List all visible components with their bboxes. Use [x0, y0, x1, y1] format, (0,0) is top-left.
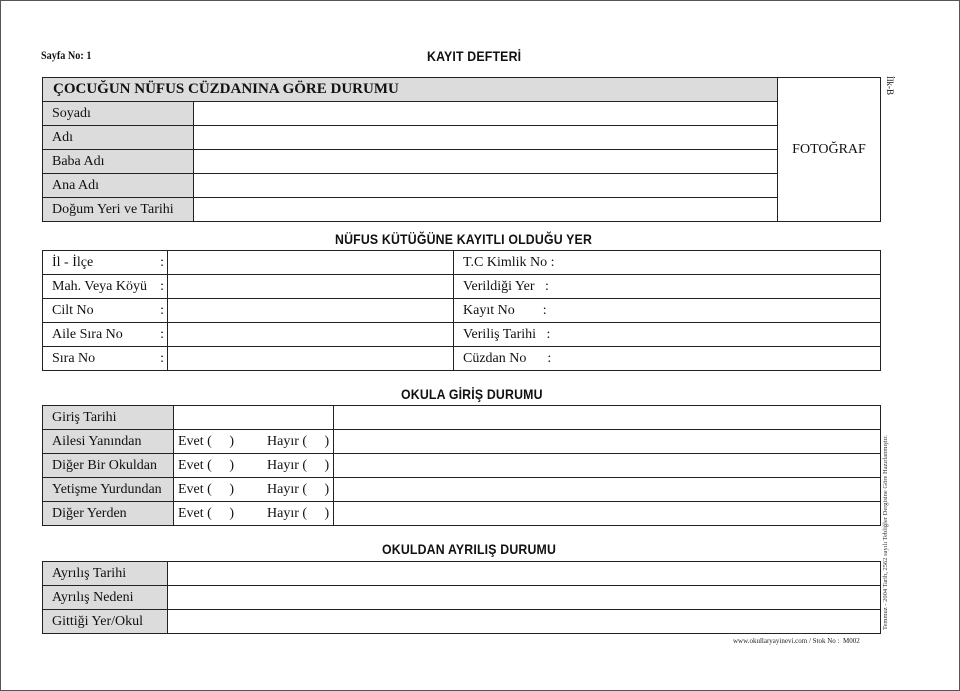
no-option[interactable]: Hayır ( ) — [267, 457, 330, 473]
family-no-label: Aile Sıra No : — [43, 323, 168, 347]
school-entry-table — [42, 405, 881, 526]
form-code: İlk-B — [885, 76, 895, 95]
record-no-label: Kayıt No : — [463, 302, 547, 318]
volume-field[interactable] — [168, 299, 454, 323]
entry-date-note[interactable] — [334, 406, 881, 430]
issued-place-cell[interactable] — [454, 275, 881, 299]
school-entry-title: OKULA GİRİŞ DURUMU — [401, 386, 543, 402]
dormitory-choice[interactable] — [174, 478, 334, 502]
form-title: KAYIT DEFTERİ — [427, 48, 522, 64]
dormitory-label: Yetişme Yurdundan — [43, 478, 174, 502]
mother-name-label: Ana Adı — [43, 174, 194, 198]
registry-title: NÜFUS KÜTÜĞÜNE KAYITLI OLDUĞU YER — [335, 231, 593, 247]
mother-name-field[interactable] — [194, 174, 778, 198]
birthplace-date-label: Doğum Yeri ve Tarihi — [43, 198, 194, 222]
province-label: İl - İlçe : — [43, 251, 168, 275]
destination-field[interactable] — [168, 610, 881, 634]
sequence-no-label: Sıra No : — [43, 347, 168, 371]
from-family-choice[interactable] — [174, 430, 334, 454]
other-place-choice[interactable] — [174, 502, 334, 526]
wallet-no-cell[interactable] — [454, 347, 881, 371]
other-place-label: Diğer Yerden — [43, 502, 174, 526]
school-exit-table — [42, 561, 881, 634]
from-family-label: Ailesi Yanından — [43, 430, 174, 454]
family-no-field[interactable] — [168, 323, 454, 347]
yes-option[interactable]: Evet ( ) — [178, 481, 234, 497]
issued-place-label: Verildiği Yer : — [463, 278, 549, 294]
exit-reason-label: Ayrılış Nedeni — [43, 586, 168, 610]
birthplace-date-field[interactable] — [194, 198, 778, 222]
yes-option[interactable]: Evet ( ) — [178, 433, 234, 449]
tc-id-cell[interactable] — [454, 251, 881, 275]
no-option[interactable]: Hayır ( ) — [267, 481, 330, 497]
wallet-no-label: Cüzdan No : — [463, 350, 552, 366]
sequence-no-field[interactable] — [168, 347, 454, 371]
exit-date-label: Ayrılış Tarihi — [43, 562, 168, 586]
other-school-label: Diğer Bir Okuldan — [43, 454, 174, 478]
other-place-note[interactable] — [334, 502, 881, 526]
entry-date-label: Giriş Tarihi — [43, 406, 174, 430]
other-school-note[interactable] — [334, 454, 881, 478]
page-number: Sayfa No: 1 — [41, 48, 92, 62]
tc-id-label: T.C Kimlik No : — [463, 254, 555, 270]
destination-label: Gittiği Yer/Okul — [43, 610, 168, 634]
name-field[interactable] — [194, 126, 778, 150]
father-name-field[interactable] — [194, 150, 778, 174]
record-no-cell[interactable] — [454, 299, 881, 323]
registry-table — [42, 250, 881, 371]
identity-heading: ÇOCUĞUN NÜFUS CÜZDANINA GÖRE DURUMU — [43, 78, 778, 102]
yes-option[interactable]: Evet ( ) — [178, 505, 234, 521]
publisher-footer: www.okullaryayinevi.com / Stok No : M002 — [733, 637, 860, 645]
village-field[interactable] — [168, 275, 454, 299]
from-family-note[interactable] — [334, 430, 881, 454]
volume-label: Cilt No : — [43, 299, 168, 323]
identity-table — [42, 77, 881, 222]
no-option[interactable]: Hayır ( ) — [267, 433, 330, 449]
no-option[interactable]: Hayır ( ) — [267, 505, 330, 521]
issue-date-label: Veriliş Tarihi : — [463, 326, 551, 342]
village-label: Mah. Veya Köyü : — [43, 275, 168, 299]
regulation-note: Temmuz - 2004 Tarih, 2562 sayılı Tebliğler Dergisine Göre Hazırlanmıştır. — [882, 435, 889, 630]
exit-date-field[interactable] — [168, 562, 881, 586]
issue-date-cell[interactable] — [454, 323, 881, 347]
father-name-label: Baba Adı — [43, 150, 194, 174]
entry-date-field[interactable] — [174, 406, 334, 430]
name-label: Adı — [43, 126, 194, 150]
yes-option[interactable]: Evet ( ) — [178, 457, 234, 473]
school-exit-title: OKULDAN AYRILIŞ DURUMU — [382, 541, 557, 557]
photo-box: FOTOĞRAF — [778, 78, 881, 222]
exit-reason-field[interactable] — [168, 586, 881, 610]
province-field[interactable] — [168, 251, 454, 275]
surname-field[interactable] — [194, 102, 778, 126]
surname-label: Soyadı — [43, 102, 194, 126]
dormitory-note[interactable] — [334, 478, 881, 502]
other-school-choice[interactable] — [174, 454, 334, 478]
